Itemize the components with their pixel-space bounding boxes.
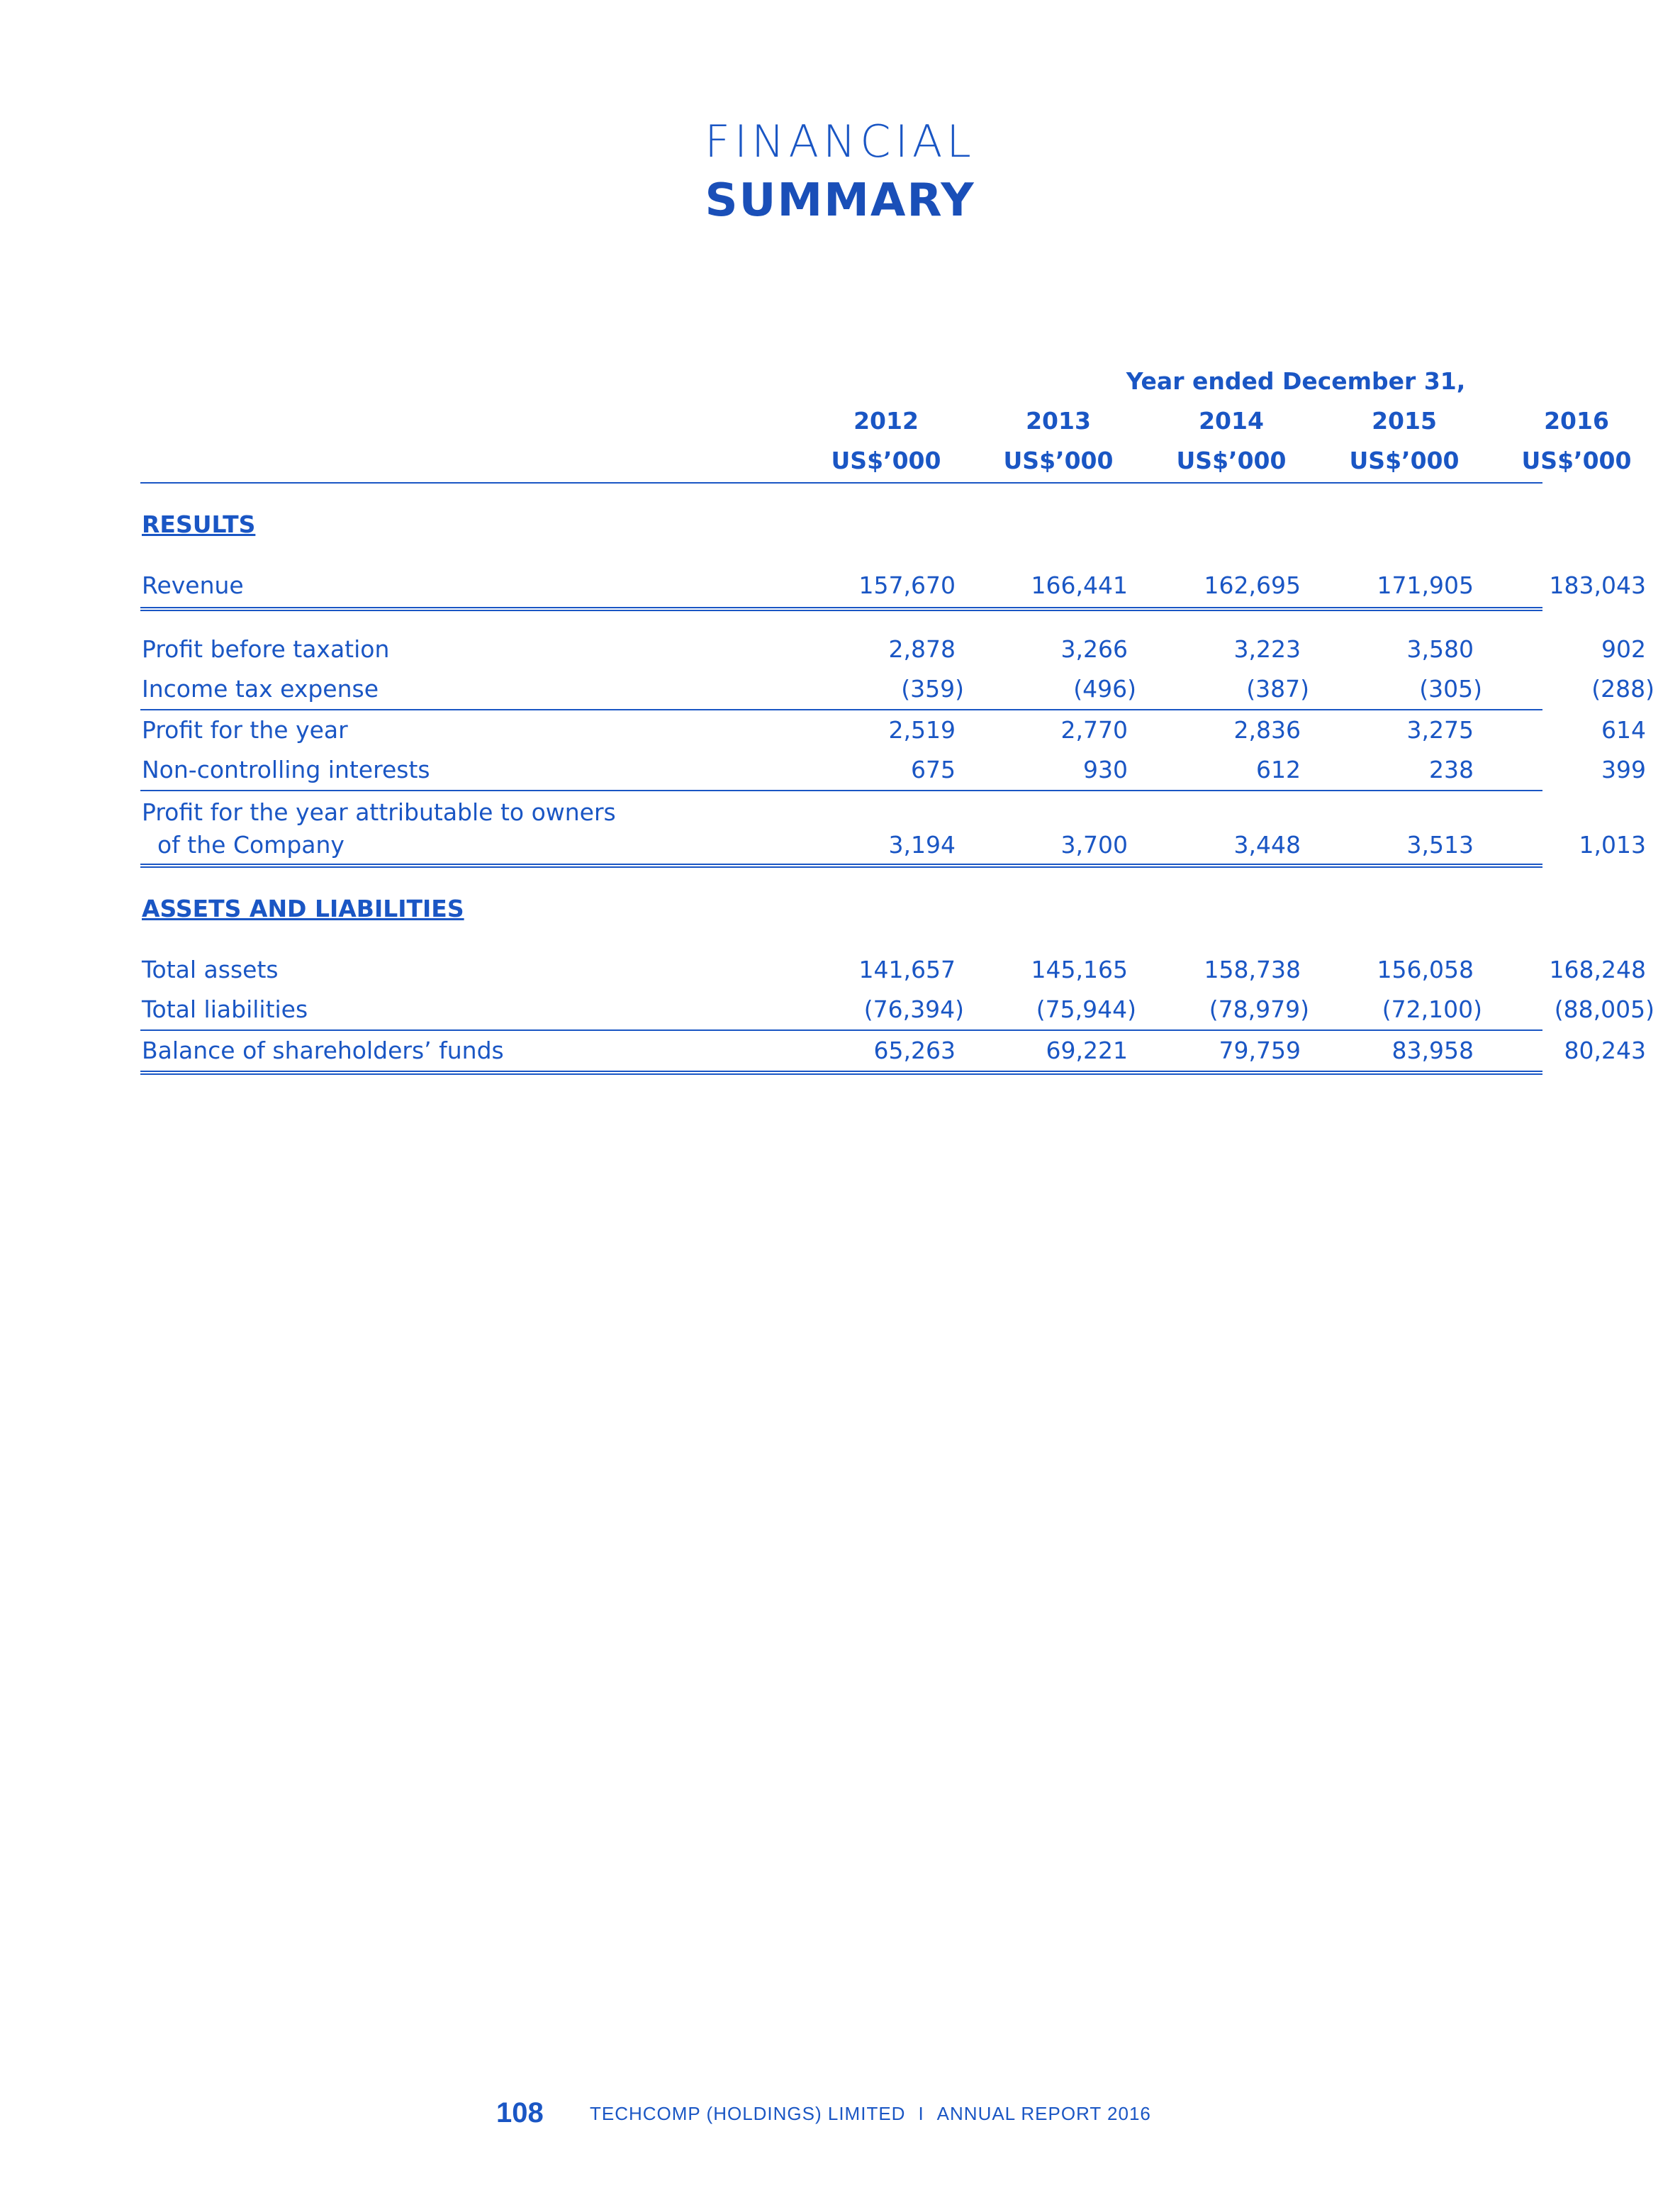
year-2012: 2012	[853, 407, 919, 435]
row-label-owners-line2: of the Company	[157, 831, 345, 859]
revenue-2016: 183,043	[1549, 571, 1646, 599]
owners-2016: 1,013	[1579, 831, 1646, 859]
row-label-total-assets: Total assets	[142, 956, 279, 983]
year-2015: 2015	[1372, 407, 1437, 435]
pfy-2013: 2,770	[1060, 716, 1128, 744]
pbt-2016: 902	[1601, 635, 1646, 663]
table-row	[140, 950, 1646, 990]
nci-2013: 930	[1083, 756, 1128, 783]
period-heading: Year ended December 31,	[1126, 367, 1466, 395]
revenue-2014: 162,695	[1204, 571, 1301, 599]
nci-2014: 612	[1256, 756, 1301, 783]
unit-2012: US$’000	[831, 447, 941, 474]
funds-2012: 65,263	[873, 1037, 956, 1064]
funds-2013: 69,221	[1046, 1037, 1128, 1064]
funds-2016: 80,243	[1564, 1037, 1646, 1064]
tax-2012: (359)	[901, 675, 964, 703]
owners-2012: 3,194	[888, 831, 956, 859]
row-label-pbt: Profit before taxation	[142, 635, 390, 663]
pfy-2016: 614	[1601, 716, 1646, 744]
funds-2015: 83,958	[1391, 1037, 1474, 1064]
revenue-2012: 157,670	[858, 571, 956, 599]
row-label-total-liabilities: Total liabilities	[142, 995, 308, 1023]
funds-2014: 79,759	[1219, 1037, 1301, 1064]
pbt-2012: 2,878	[888, 635, 956, 663]
unit-2013: US$’000	[1003, 447, 1114, 474]
table-row	[140, 825, 1646, 868]
table-row	[140, 669, 1654, 710]
table-row	[140, 1031, 1646, 1075]
nci-2015: 238	[1429, 756, 1474, 783]
row-label-nci: Non-controlling interests	[142, 756, 430, 783]
section-results: RESULTS	[142, 510, 256, 538]
total-liabilities-2012: (76,394)	[863, 995, 964, 1023]
revenue-2015: 171,905	[1377, 571, 1474, 599]
pbt-2013: 3,266	[1060, 635, 1128, 663]
row-label-shareholders-funds: Balance of shareholders’ funds	[142, 1037, 504, 1064]
table-row	[140, 566, 1646, 611]
total-assets-2016: 168,248	[1549, 956, 1646, 983]
section-assets-liabilities: ASSETS AND LIABILITIES	[142, 895, 464, 922]
table-row	[140, 750, 1646, 791]
footer-separator: I	[918, 2103, 924, 2124]
units-row	[140, 441, 1632, 484]
table-row	[140, 990, 1654, 1031]
pfy-2012: 2,519	[888, 716, 956, 744]
footer-report: ANNUAL REPORT 2016	[936, 2103, 1151, 2124]
title-summary: SUMMARY	[705, 174, 975, 227]
row-label-owners-line1: Profit for the year attributable to owners	[142, 798, 616, 826]
tax-2013: (496)	[1073, 675, 1136, 703]
pfy-2014: 2,836	[1233, 716, 1301, 744]
years-row	[140, 401, 1609, 441]
nci-2012: 675	[911, 756, 956, 783]
owners-2014: 3,448	[1233, 831, 1301, 859]
results-heading-row	[140, 505, 1542, 545]
year-2013: 2013	[1026, 407, 1091, 435]
total-assets-2014: 158,738	[1204, 956, 1301, 983]
revenue-2013: 166,441	[1031, 571, 1128, 599]
year-2014: 2014	[1199, 407, 1264, 435]
page-footer	[496, 2092, 1276, 2134]
total-assets-2012: 141,657	[858, 956, 956, 983]
nci-2016: 399	[1601, 756, 1646, 783]
period-heading-row	[140, 362, 1542, 401]
total-assets-2015: 156,058	[1377, 956, 1474, 983]
unit-2015: US$’000	[1349, 447, 1460, 474]
owners-2013: 3,700	[1060, 831, 1128, 859]
total-liabilities-2016: (88,005)	[1554, 995, 1654, 1023]
pbt-2014: 3,223	[1233, 635, 1301, 663]
pfy-2015: 3,275	[1406, 716, 1474, 744]
page-title	[0, 113, 1680, 231]
year-2016: 2016	[1544, 407, 1609, 435]
row-label-pfy: Profit for the year	[142, 716, 348, 744]
total-liabilities-2014: (78,979)	[1209, 995, 1309, 1023]
assets-heading-row	[140, 889, 1542, 929]
row-label-revenue: Revenue	[142, 571, 244, 599]
page-number: 108	[496, 2097, 544, 2128]
table-row	[140, 791, 1542, 825]
title-financial: FINANCIAL	[705, 116, 975, 167]
footer-text	[590, 2092, 1151, 2136]
owners-2015: 3,513	[1406, 831, 1474, 859]
footer-company: TECHCOMP (HOLDINGS) LIMITED	[590, 2103, 906, 2124]
table-row	[140, 710, 1646, 750]
tax-2014: (387)	[1246, 675, 1309, 703]
table-row	[140, 630, 1646, 669]
total-assets-2013: 145,165	[1031, 956, 1128, 983]
unit-2014: US$’000	[1176, 447, 1287, 474]
unit-2016: US$’000	[1521, 447, 1632, 474]
pbt-2015: 3,580	[1406, 635, 1474, 663]
row-label-tax: Income tax expense	[142, 675, 379, 703]
financial-summary-table	[140, 362, 1654, 1075]
total-liabilities-2015: (72,100)	[1382, 995, 1482, 1023]
tax-2016: (288)	[1591, 675, 1654, 703]
total-liabilities-2013: (75,944)	[1036, 995, 1136, 1023]
tax-2015: (305)	[1419, 675, 1482, 703]
